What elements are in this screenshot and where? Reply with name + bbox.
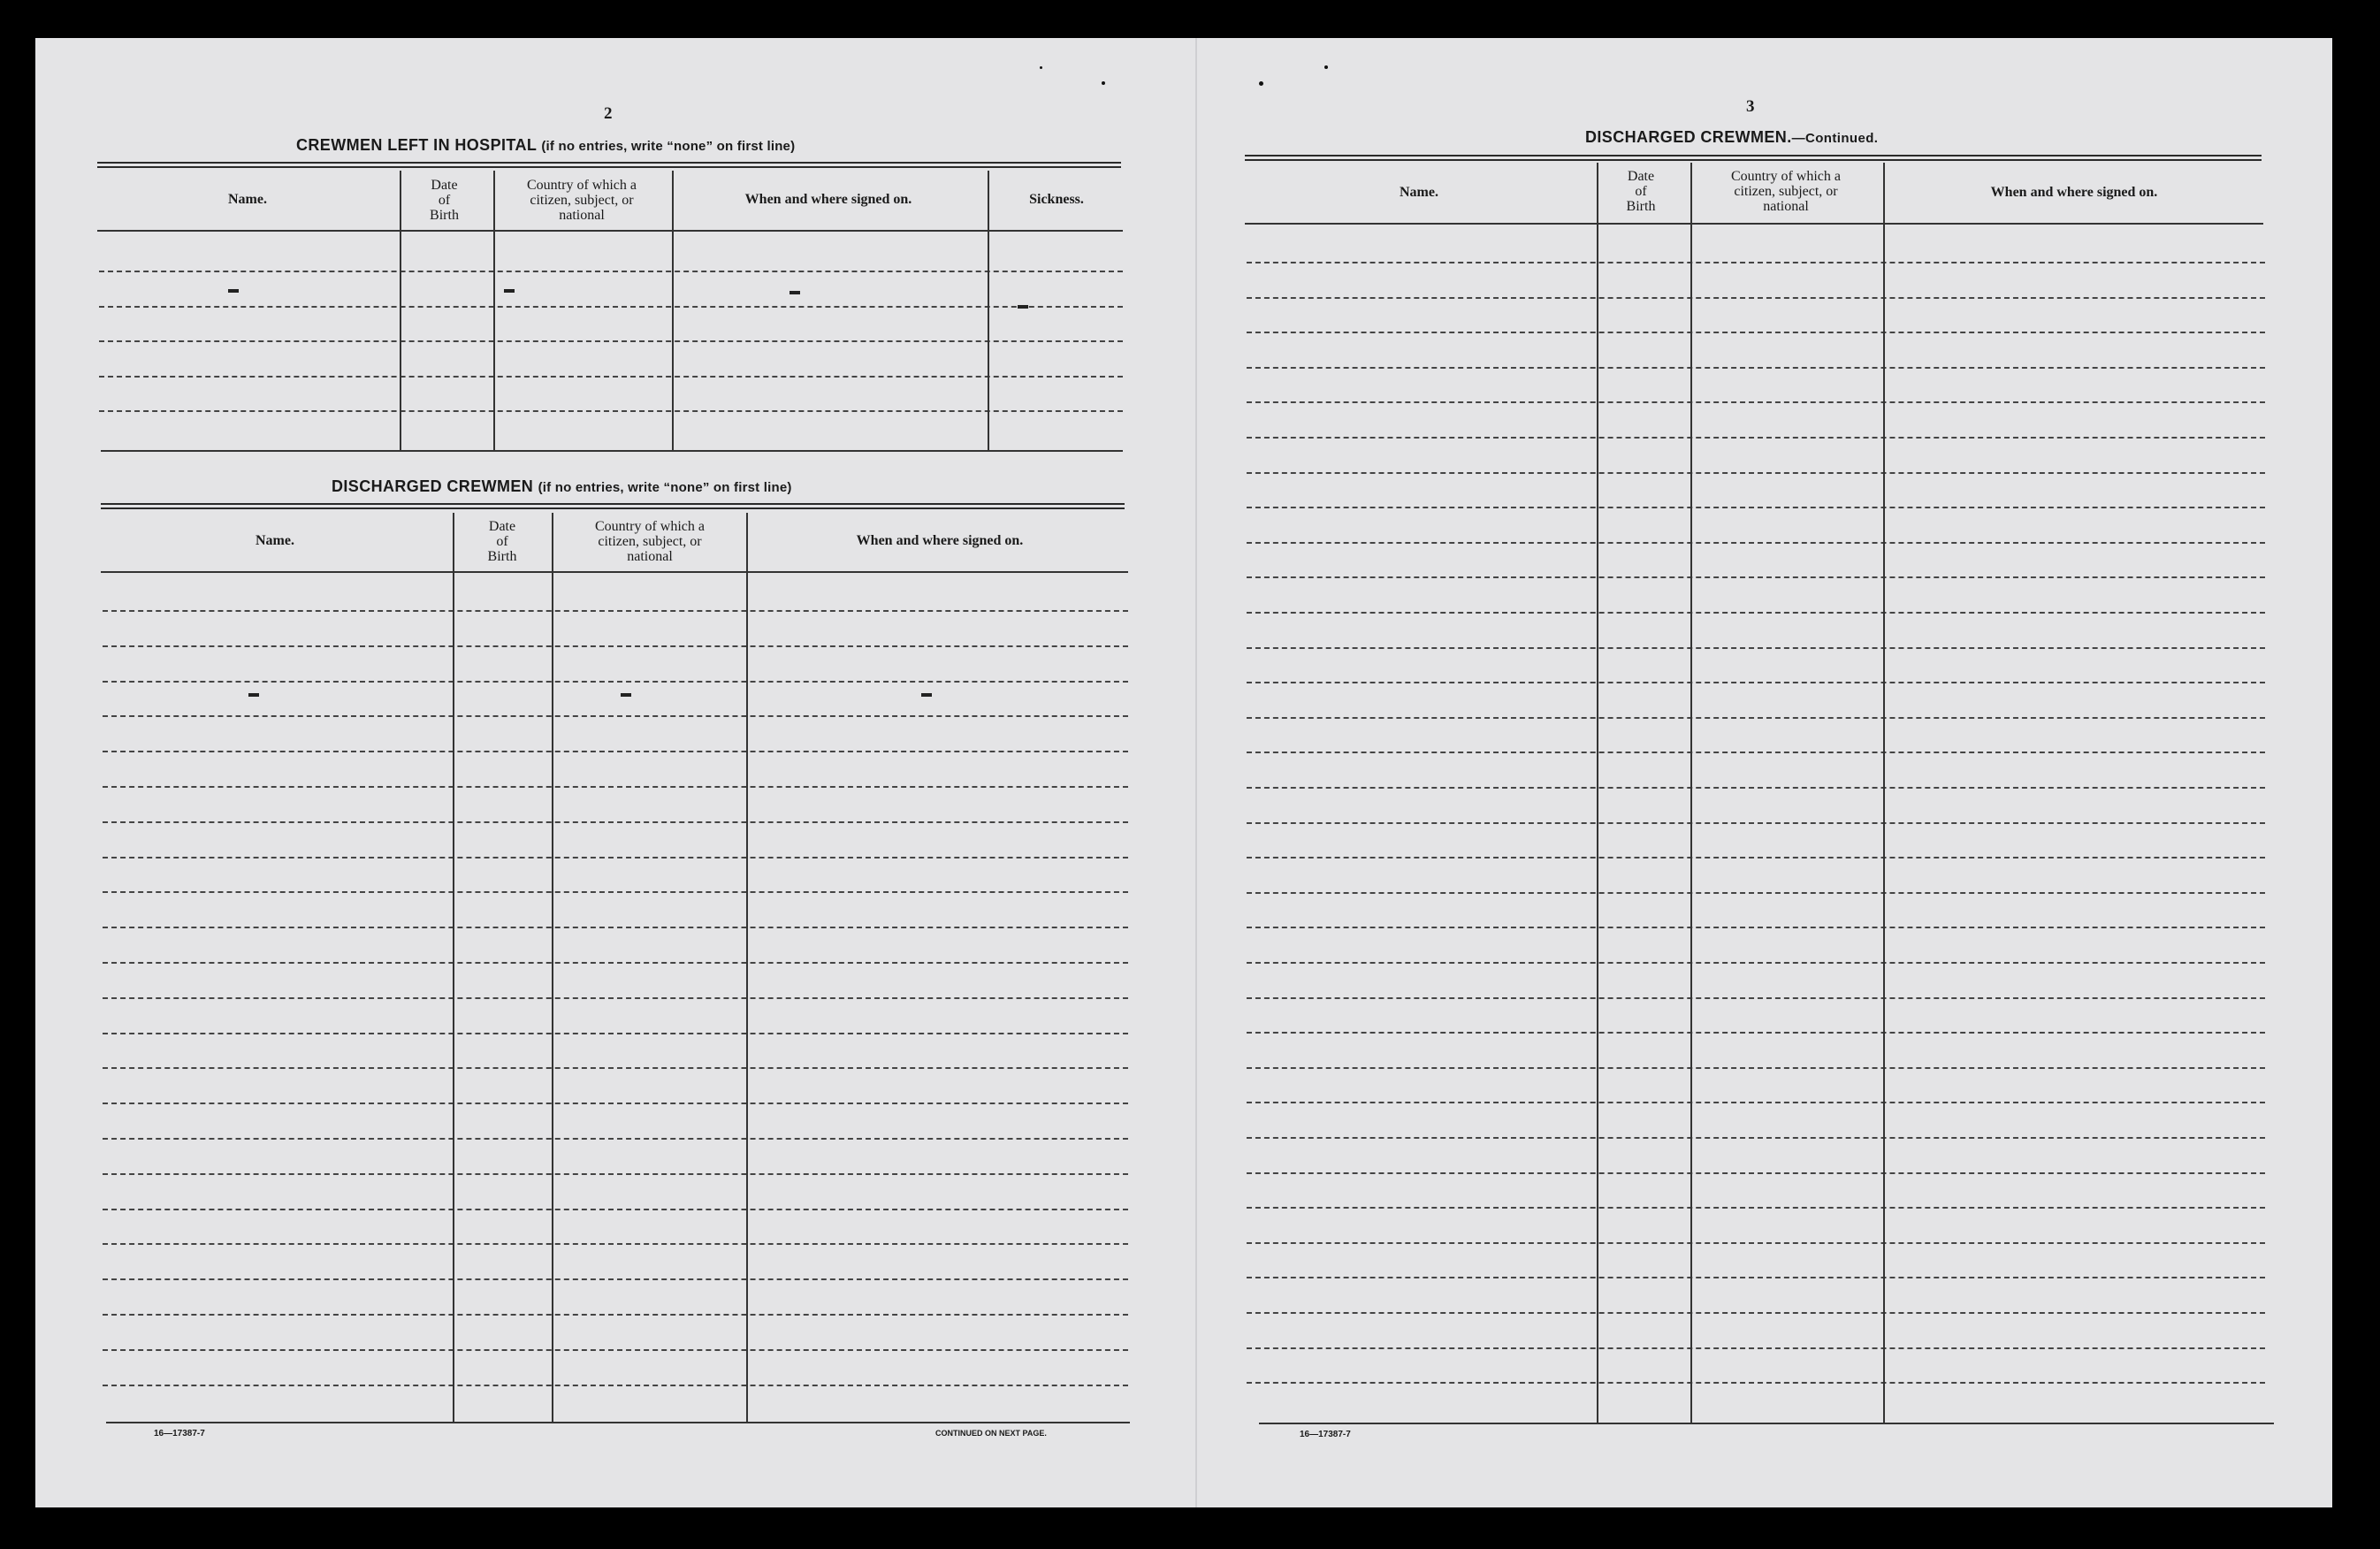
continued-col-country: Country of which a citizen, subject, or national xyxy=(1731,169,1841,214)
discharged-col-country: Country of which a citizen, subject, or national xyxy=(595,519,705,564)
continued-divider xyxy=(1883,163,1885,1423)
ruled-row-line xyxy=(1247,1312,2265,1314)
discharged-entry-signed xyxy=(921,693,932,697)
ruled-row-line xyxy=(1247,297,2265,299)
ruled-row-line xyxy=(99,340,1123,342)
ruled-row-line xyxy=(103,1173,1128,1175)
ruled-row-line xyxy=(1247,1207,2265,1209)
ruled-row-line xyxy=(1247,1242,2265,1244)
discharged-bottom-rule xyxy=(106,1422,1130,1423)
ruled-row-line xyxy=(103,1033,1128,1034)
ruled-row-line xyxy=(103,1103,1128,1104)
ruled-row-line xyxy=(1247,1382,2265,1384)
ruled-row-line xyxy=(99,306,1123,308)
hospital-col-country: Country of which a citizen, subject, or national xyxy=(527,178,637,223)
ruled-row-line xyxy=(103,681,1128,683)
ruled-row-line xyxy=(1247,507,2265,508)
ruled-row-line xyxy=(1247,822,2265,824)
ruled-row-line xyxy=(103,1243,1128,1245)
continued-title-text: DISCHARGED CREWMEN. xyxy=(1585,128,1792,146)
discharged-table-title xyxy=(332,477,792,496)
discharged-instruction: (if no entries, write “none” on first line) xyxy=(538,480,792,495)
continued-col-signed: When and where signed on. xyxy=(1990,185,2158,200)
hospital-col-dob: Date of Birth xyxy=(430,178,459,223)
ruled-row-line xyxy=(1247,962,2265,964)
ruled-row-line xyxy=(1247,332,2265,333)
continued-col-name: Name. xyxy=(1400,185,1438,200)
ruled-row-line xyxy=(103,1349,1128,1351)
discharged-divider xyxy=(453,513,454,1423)
discharged-divider xyxy=(746,513,748,1423)
ruled-row-line xyxy=(103,1138,1128,1140)
page-fold xyxy=(1195,38,1197,1507)
page-number: 2 xyxy=(604,104,613,123)
hospital-divider xyxy=(988,171,989,452)
continued-bottom-rule xyxy=(1259,1423,2274,1424)
ruled-row-line xyxy=(1247,401,2265,403)
ruled-row-line xyxy=(103,962,1128,964)
discharged-entry-name xyxy=(248,693,259,697)
continued-title-suffix: —Continued. xyxy=(1791,131,1879,146)
ruled-row-line xyxy=(1247,752,2265,753)
hospital-top-rule xyxy=(97,162,1121,168)
ruled-row-line xyxy=(103,786,1128,788)
ruled-row-line xyxy=(103,891,1128,893)
ruled-row-line xyxy=(1247,367,2265,369)
scan-speck xyxy=(1102,81,1105,85)
hospital-header-rule xyxy=(97,230,1123,232)
ruled-row-line xyxy=(103,997,1128,999)
page-number: 3 xyxy=(1746,97,1755,116)
discharged-entry-country xyxy=(621,693,631,697)
ruled-row-line xyxy=(103,1067,1128,1069)
hospital-col-signed: When and where signed on. xyxy=(744,192,912,207)
ruled-row-line xyxy=(103,751,1128,752)
ruled-row-line xyxy=(103,715,1128,717)
ruled-row-line xyxy=(1247,717,2265,719)
ruled-row-line xyxy=(103,1278,1128,1280)
ruled-row-line xyxy=(1247,682,2265,683)
ruled-row-line xyxy=(103,821,1128,823)
ruled-row-line xyxy=(1247,857,2265,858)
hospital-divider xyxy=(400,171,401,452)
ruled-row-line xyxy=(103,927,1128,928)
continued-table-title xyxy=(1585,128,1878,147)
scan-speck xyxy=(1259,81,1263,86)
ruled-row-line xyxy=(1247,576,2265,578)
hospital-title-text: CREWMEN LEFT IN HOSPITAL xyxy=(296,136,537,154)
continued-header-rule xyxy=(1245,223,2263,225)
scan-speck xyxy=(1324,65,1328,69)
ruled-row-line xyxy=(103,1314,1128,1316)
discharged-divider xyxy=(552,513,553,1423)
hospital-divider xyxy=(672,171,674,452)
ruled-row-line xyxy=(1247,647,2265,649)
hospital-col-sickness: Sickness. xyxy=(1029,192,1084,207)
hospital-entry-signed xyxy=(790,291,800,294)
ruled-row-line xyxy=(1247,1172,2265,1174)
hospital-col-name: Name. xyxy=(228,192,267,207)
ruled-row-line xyxy=(1247,787,2265,789)
ruled-row-line xyxy=(1247,542,2265,544)
discharged-col-dob: Date of Birth xyxy=(487,519,517,564)
hospital-table-title xyxy=(296,136,795,155)
continued-divider xyxy=(1690,163,1692,1423)
ruled-row-line xyxy=(99,376,1123,378)
discharged-title-text: DISCHARGED CREWMEN xyxy=(332,477,534,495)
ruled-row-line xyxy=(103,1385,1128,1386)
document-sheet xyxy=(35,38,2332,1507)
ruled-row-line xyxy=(103,857,1128,858)
ruled-row-line xyxy=(103,645,1128,647)
ruled-row-line xyxy=(1247,1032,2265,1034)
ruled-row-line xyxy=(103,1209,1128,1210)
discharged-top-rule xyxy=(101,503,1125,509)
form-number: 16—17387-7 xyxy=(1300,1430,1351,1439)
form-number: 16—17387-7 xyxy=(154,1429,205,1438)
hospital-entry-name xyxy=(228,289,239,293)
hospital-entry-country xyxy=(504,289,515,293)
ruled-row-line xyxy=(99,271,1123,272)
scan-speck xyxy=(1040,66,1042,69)
discharged-col-signed: When and where signed on. xyxy=(856,533,1024,548)
discharged-col-name: Name. xyxy=(256,533,294,548)
ruled-row-line xyxy=(1247,997,2265,999)
ruled-row-line xyxy=(1247,1277,2265,1278)
ruled-row-line xyxy=(1247,1067,2265,1069)
continued-divider xyxy=(1597,163,1598,1423)
continued-top-rule xyxy=(1245,155,2262,161)
hospital-bottom-rule xyxy=(101,450,1123,452)
hospital-divider xyxy=(493,171,495,452)
continued-col-dob: Date of Birth xyxy=(1626,169,1656,214)
ruled-row-line xyxy=(1247,1347,2265,1349)
hospital-instruction: (if no entries, write “none” on first line) xyxy=(541,139,796,154)
ruled-row-line xyxy=(1247,437,2265,439)
ruled-row-line xyxy=(1247,262,2265,263)
continued-note: CONTINUED ON NEXT PAGE. xyxy=(935,1429,1047,1438)
ruled-row-line xyxy=(1247,1102,2265,1103)
ruled-row-line xyxy=(1247,472,2265,474)
hospital-entry-sickness xyxy=(1018,305,1028,309)
discharged-header-rule xyxy=(101,571,1128,573)
ruled-row-line xyxy=(1247,1137,2265,1139)
ruled-row-line xyxy=(1247,927,2265,928)
ruled-row-line xyxy=(103,610,1128,612)
ruled-row-line xyxy=(1247,612,2265,614)
ruled-row-line xyxy=(1247,892,2265,894)
ruled-row-line xyxy=(99,410,1123,412)
